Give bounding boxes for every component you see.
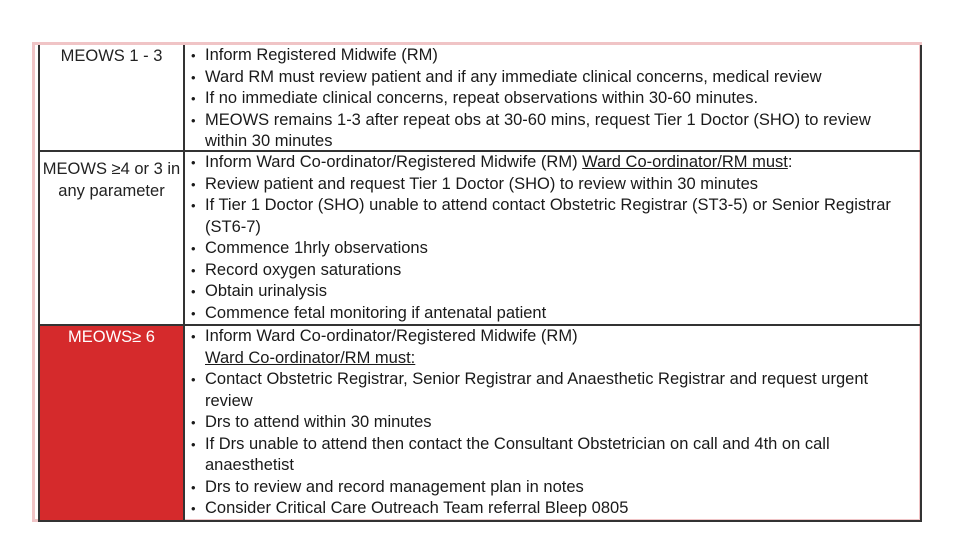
list-item	[191, 88, 916, 110]
list-item	[191, 67, 916, 89]
row-content	[185, 152, 920, 324]
row-content	[185, 326, 920, 520]
list-item	[191, 260, 916, 282]
list-item	[191, 434, 916, 477]
bullet-icon: •	[191, 436, 196, 452]
list-item	[191, 369, 916, 412]
list-item-text: Contact Obstetric Registrar, Senior Registrar and Anaesthetic Registrar and request urgent review	[205, 370, 869, 410]
row-label: MEOWS 1 - 3	[40, 45, 185, 150]
list-item-text: Record oxygen saturations	[205, 260, 402, 279]
row-label: MEOWS ≥4 or 3 in any parameter	[40, 152, 185, 324]
document-frame	[32, 42, 922, 522]
bullet-icon: •	[191, 372, 196, 387]
underlined-instruction: Ward Co-ordinator/RM must	[582, 153, 788, 171]
list-item	[191, 238, 916, 260]
list-item-suffix: :	[787, 153, 793, 171]
table-row-meows-4	[40, 152, 920, 326]
bullet-icon: •	[191, 479, 196, 495]
bullet-icon: •	[191, 501, 196, 516]
row-label-red: MEOWS≥ 6	[40, 326, 185, 520]
list-item-text: Obtain urinalysis	[205, 282, 327, 300]
list-item-text: Inform Registered Midwife (RM)	[205, 46, 438, 64]
bullet-icon: •	[191, 91, 196, 106]
list-item	[191, 195, 916, 238]
bullet-icon: •	[191, 262, 196, 278]
table-row-meows-6	[40, 326, 920, 520]
bullet-icon: •	[191, 284, 196, 299]
bullet-icon: •	[191, 112, 196, 128]
list-item-text: Consider Critical Care Outreach Team referral Bleep 0805	[205, 499, 629, 517]
list-item-text: If no immediate clinical concerns, repeat observations within 30-60 minutes.	[205, 89, 759, 107]
list-item	[191, 110, 916, 153]
list-item-text: If Tier 1 Doctor (SHO) unable to attend contact Obstetric Registrar (ST3-5) or Senior Registrar (ST6-7)	[205, 196, 891, 236]
list-item-text: Commence 1hrly observations	[205, 239, 428, 257]
list-item	[191, 412, 916, 434]
list-item-text: MEOWS remains 1-3 after repeat obs at 30-60 mins, request Tier 1 Doctor (SHO) to review within 30 minutes	[205, 110, 871, 150]
list-item	[191, 477, 916, 499]
bullet-icon: •	[191, 329, 196, 344]
list-item-text: Commence fetal monitoring if antenatal patient	[205, 303, 547, 322]
bullet-icon: •	[191, 305, 196, 321]
list-item-text: Drs to attend within 30 minutes	[205, 413, 432, 431]
list-item-prefix: Inform Ward Co-ordinator/Registered Midwife (RM)	[205, 153, 583, 171]
bullet-icon: •	[191, 176, 196, 192]
bullet-icon: •	[191, 48, 196, 63]
bullet-icon: •	[191, 241, 196, 256]
list-item	[191, 174, 916, 196]
list-item-text: Inform Ward Co-ordinator/Registered Midwife (RM)	[205, 327, 578, 345]
bullet-icon: •	[191, 155, 196, 170]
list-item-text: If Drs unable to attend then contact the Consultant Obstetrician on call and 4th on call anaesthetist	[205, 434, 830, 474]
bullet-icon: •	[191, 198, 196, 213]
list-item	[191, 326, 916, 348]
list-item	[191, 152, 916, 174]
list-item-text: Ward RM must review patient and if any immediate clinical concerns, medical review	[205, 67, 822, 86]
subheading: Ward Co-ordinator/RM must:	[205, 348, 416, 367]
list-item	[191, 281, 916, 303]
list-item	[191, 45, 916, 67]
list-item-text	[205, 152, 792, 174]
list-item-text: Review patient and request Tier 1 Doctor (SHO) to review within 30 minutes	[205, 174, 758, 193]
list-item-text: Drs to review and record management plan in notes	[205, 477, 584, 496]
list-item	[191, 303, 916, 325]
bullet-icon: •	[191, 415, 196, 430]
table-row-meows-1-3	[40, 45, 920, 152]
row-content	[185, 45, 920, 150]
list-item	[191, 498, 916, 520]
escalation-table	[38, 45, 922, 522]
bullet-icon: •	[191, 69, 196, 85]
